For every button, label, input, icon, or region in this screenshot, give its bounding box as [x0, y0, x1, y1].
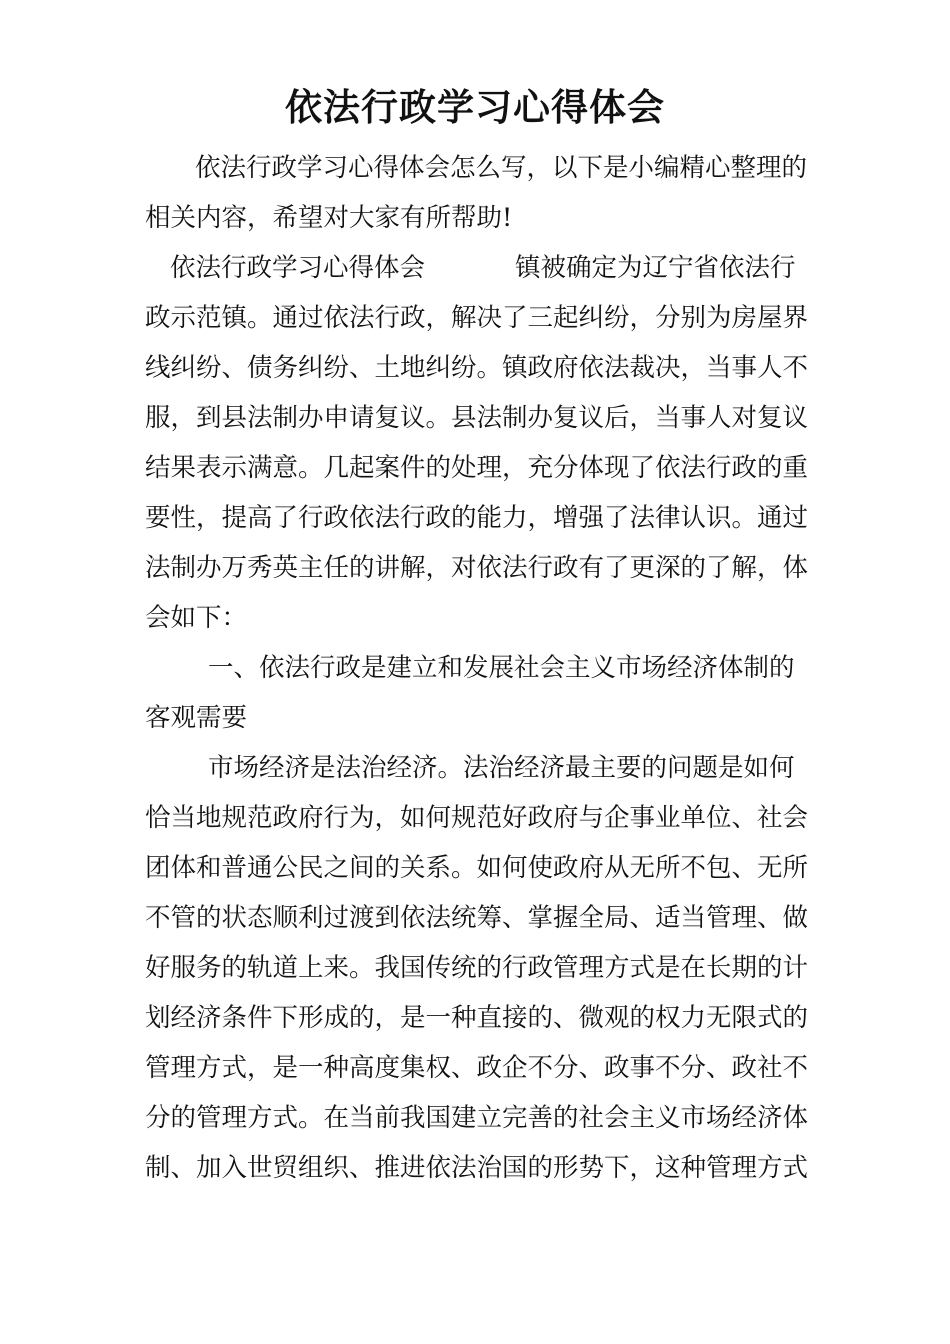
text-line: 市场经济是法治经济。法治经济最主要的问题是如何 — [208, 753, 795, 783]
text-line: 结果表示满意。几起案件的处理，充分体现了依法行政的重 — [145, 453, 809, 483]
text-line: 服，到县法制办申请复议。县法制办复议后，当事人对复议 — [145, 403, 809, 433]
document-title: 依法行政学习心得体会 — [285, 85, 665, 129]
text-line: 管理方式，是一种高度集权、政企不分、政事不分、政社不 — [145, 1053, 809, 1083]
text-line: 会如下： — [145, 603, 248, 633]
text-line: 要性，提高了行政依法行政的能力，增强了法律认识。通过 — [145, 503, 809, 533]
text-line: 镇被确定为辽宁省依法行 — [515, 253, 796, 283]
text-line: 好服务的轨道上来。我国传统的行政管理方式是在长期的计 — [145, 953, 809, 983]
text-line: 团体和普通公民之间的关系。如何使政府从无所不包、无所 — [145, 853, 809, 883]
section-heading: 客观需要 — [145, 703, 248, 733]
text-line: 法制办万秀英主任的讲解，对依法行政有了更深的了解，体 — [145, 553, 809, 583]
text-line: 不管的状态顺利过渡到依法统筹、掌握全局、适当管理、做 — [145, 903, 809, 933]
text-line: 分的管理方式。在当前我国建立完善的社会主义市场经济体 — [145, 1103, 809, 1133]
section-heading: 一、依法行政是建立和发展社会主义市场经济体制的 — [208, 653, 795, 683]
text-line: 依法行政学习心得体会 — [170, 253, 426, 283]
text-line: 划经济条件下形成的，是一种直接的、微观的权力无限式的 — [145, 1003, 809, 1033]
text-line: 依法行政学习心得体会怎么写，以下是小编精心整理的 — [195, 153, 808, 183]
text-line: 线纠纷、债务纠纷、土地纠纷。镇政府依法裁决，当事人不 — [145, 353, 809, 383]
text-line: 政示范镇。通过依法行政，解决了三起纠纷，分别为房屋界 — [145, 303, 809, 333]
text-line: 相关内容，希望对大家有所帮助! — [145, 203, 513, 233]
text-line: 制、加入世贸组织、推进依法治国的形势下，这种管理方式 — [145, 1153, 809, 1183]
text-line: 恰当地规范政府行为，如何规范好政府与企事业单位、社会 — [145, 803, 809, 833]
